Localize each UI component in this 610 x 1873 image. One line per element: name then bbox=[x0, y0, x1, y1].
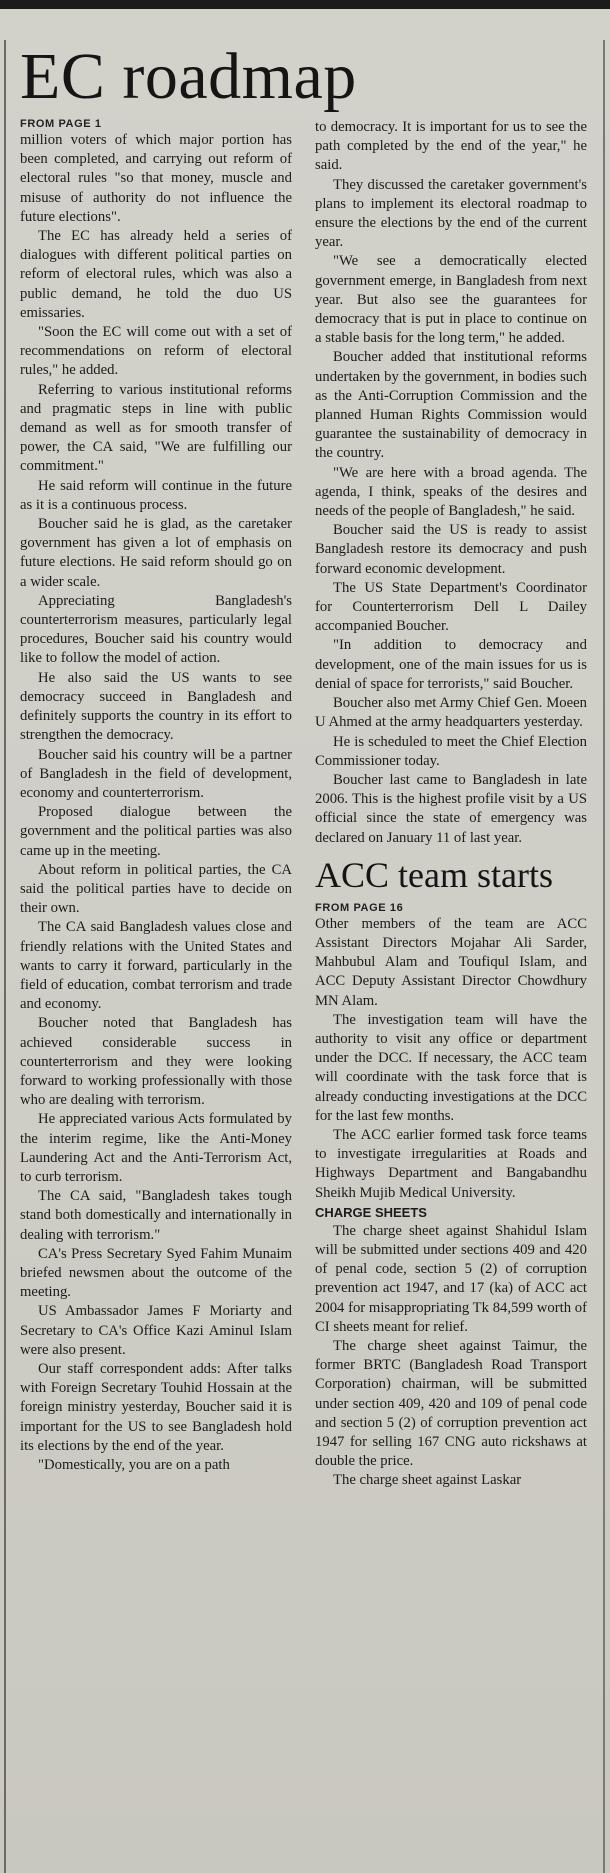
article-paragraph: "We are here with a broad agenda. The agenda, I think, speaks of the desires and needs of the people of Bangladesh," he said. bbox=[315, 464, 587, 520]
article-paragraph: Boucher last came to Bangladesh in late 2006. This is the highest profile visit by a US official since the state of emergency was declared on January 11 of last year. bbox=[315, 771, 587, 846]
article-paragraph: Our staff correspondent adds: After talks with Foreign Secretary Touhid Hossain at the foreign ministry yesterday, Boucher said it is important for the US to see Bangladesh hold its elections by the end of the year. bbox=[20, 1361, 292, 1454]
article-paragraph: The US State Department's Coordinator for Counterterrorism Dell L Dailey accompanied Boucher. bbox=[315, 579, 587, 635]
article-paragraph: Boucher said the US is ready to assist Bangladesh restore its democracy and push forward economic development. bbox=[315, 522, 587, 577]
article-paragraph: The charge sheet against Taimur, the former BRTC (Bangladesh Road Transport Corporation) chairman, will be submitted under section 409, 420 and 109 of penal code and section 5 (2) of corruption prevention act 1947 for selling 167 CNG auto rickshaws at double the price. bbox=[315, 1337, 587, 1470]
article-paragraph: The charge sheet against Shahidul Islam will be submitted under sections 409 and 420 of penal code, section 5 (2) of corruption prevention act 1947, and 17 (ka) of ACC act 2004 for misappropriating Tk 84,599 worth of CI sheets meant for relief. bbox=[315, 1222, 587, 1335]
article-paragraph: Referring to various institutional reforms and pragmatic steps in line with public demand as well as for smooth transfer of power, the CA said, "We are fulfilling our commitment." bbox=[20, 381, 292, 475]
ec-roadmap-kicker: FROM PAGE 1 bbox=[20, 118, 102, 130]
article-paragraph: He appreciated various Acts formulated by the interim regime, like the Anti-Money Laundering Act and the Anti-Terrorism Act, to curb terrorism. bbox=[20, 1111, 292, 1185]
article-paragraph: Appreciating Bangladesh's counterterrorism measures, particularly legal procedures, Boucher said his country would like to follow the model of action. bbox=[20, 592, 292, 667]
top-rule bbox=[0, 0, 610, 9]
right-column bbox=[315, 118, 587, 1491]
left-column bbox=[20, 118, 292, 1475]
article-paragraph: US Ambassador James F Moriarty and Secretary to CA's Office Kazi Aminul Islam were also present. bbox=[20, 1303, 292, 1358]
article-paragraph: Other members of the team are ACC Assistant Directors Mojahar Ali Sarder, Mahbubul Alam and Toufiqul Islam, and ACC Deputy Assistant Director Chowdhury MN Alam. bbox=[315, 915, 587, 1009]
article-paragraph: About reform in political parties, the CA said the political parties have to decide on their own. bbox=[20, 861, 292, 917]
article-paragraph: He said reform will continue in the future as it is a continuous process. bbox=[20, 477, 292, 513]
article-paragraph: The EC has already held a series of dialogues with different political parties on reform of electoral rules, which was also a public demand, he told the duo US emissaries. bbox=[20, 228, 292, 321]
article-paragraph: They discussed the caretaker government's plans to implement its electoral roadmap to ensure the elections by the end of the current year. bbox=[315, 176, 587, 251]
charge-sheets-subhead: CHARGE SHEETS bbox=[315, 1204, 427, 1220]
article-paragraph: million voters of which major portion has been completed, and carrying out reform of electoral rules "so that money, muscle and misuse of authority do not influence the future elections". bbox=[20, 132, 292, 225]
article-paragraph: CA's Press Secretary Syed Fahim Munaim briefed newsmen about the outcome of the meeting. bbox=[20, 1245, 292, 1301]
article-paragraph: The investigation team will have the authority to visit any office or department under the DCC. If necessary, the ACC team will coordinate with the task force that is already conducting investigations at the DCC for the last few months. bbox=[315, 1011, 587, 1124]
article-paragraph: The CA said, "Bangladesh takes tough stand both domestically and internationally in dealing with terrorism." bbox=[20, 1188, 292, 1243]
article-paragraph: Proposed dialogue between the government and the political parties was also came up in the meeting. bbox=[20, 804, 292, 859]
article-paragraph: Boucher added that institutional reforms undertaken by the government, in bodies such as the Anti-Corruption Commission and the planned Human Rights Commission would guarantee the sustainability of democracy in the country. bbox=[315, 349, 587, 462]
acc-team-headline: ACC team starts bbox=[315, 854, 553, 895]
article-paragraph: "In addition to democracy and development, one of the main issues for us is denial of space for terrorists," said Boucher. bbox=[315, 637, 587, 692]
ec-roadmap-headline: EC roadmap bbox=[20, 40, 357, 113]
article-paragraph: Boucher said his country will be a partner of Bangladesh in the field of development, economy and counterterrorism. bbox=[20, 746, 292, 801]
right-column-rule bbox=[603, 40, 605, 1873]
article-paragraph: Boucher said he is glad, as the caretaker government has given a lot of emphasis on future elections. He said reform should go on a wider scale. bbox=[20, 516, 292, 590]
article-paragraph: "We see a democratically elected government emerge, in Bangladesh from next year. But also see the guarantees for democracy that is put in place to continue on a stable basis for the long term," he added. bbox=[315, 253, 587, 347]
article-paragraph: to democracy. It is important for us to see the path completed by the end of the year," he said. bbox=[315, 119, 587, 174]
article-paragraph: The CA said Bangladesh values close and friendly relations with the United States and wants to carry it forward, particularly in the field of education, combat terrorism and trade and economy. bbox=[20, 919, 292, 1013]
article-paragraph: "Soon the EC will come out with a set of recommendations on reform of electoral rules," he added. bbox=[20, 324, 292, 379]
article-paragraph: The ACC earlier formed task force teams to investigate irregularities at Roads and Highways Department and Bangabandhu Sheikh Mujib Medical University. bbox=[315, 1126, 587, 1201]
article-paragraph: The charge sheet against Laskar bbox=[333, 1472, 522, 1489]
left-column-rule bbox=[4, 40, 6, 1873]
article-paragraph: He is scheduled to meet the Chief Election Commissioner today. bbox=[315, 733, 587, 769]
article-paragraph: He also said the US wants to see democracy succeed in Bangladesh and definitely supports the country in its effort to strengthen the democracy. bbox=[20, 669, 292, 744]
acc-team-kicker: FROM PAGE 16 bbox=[315, 901, 404, 914]
article-paragraph: "Domestically, you are on a path bbox=[38, 1457, 230, 1474]
article-paragraph: Boucher noted that Bangladesh has achieved considerable success in counterterrorism and they were looking forward to working professionally with those who are dealing with terrorism. bbox=[20, 1015, 292, 1109]
article-paragraph: Boucher also met Army Chief Gen. Moeen U Ahmed at the army headquarters yesterday. bbox=[315, 695, 587, 731]
